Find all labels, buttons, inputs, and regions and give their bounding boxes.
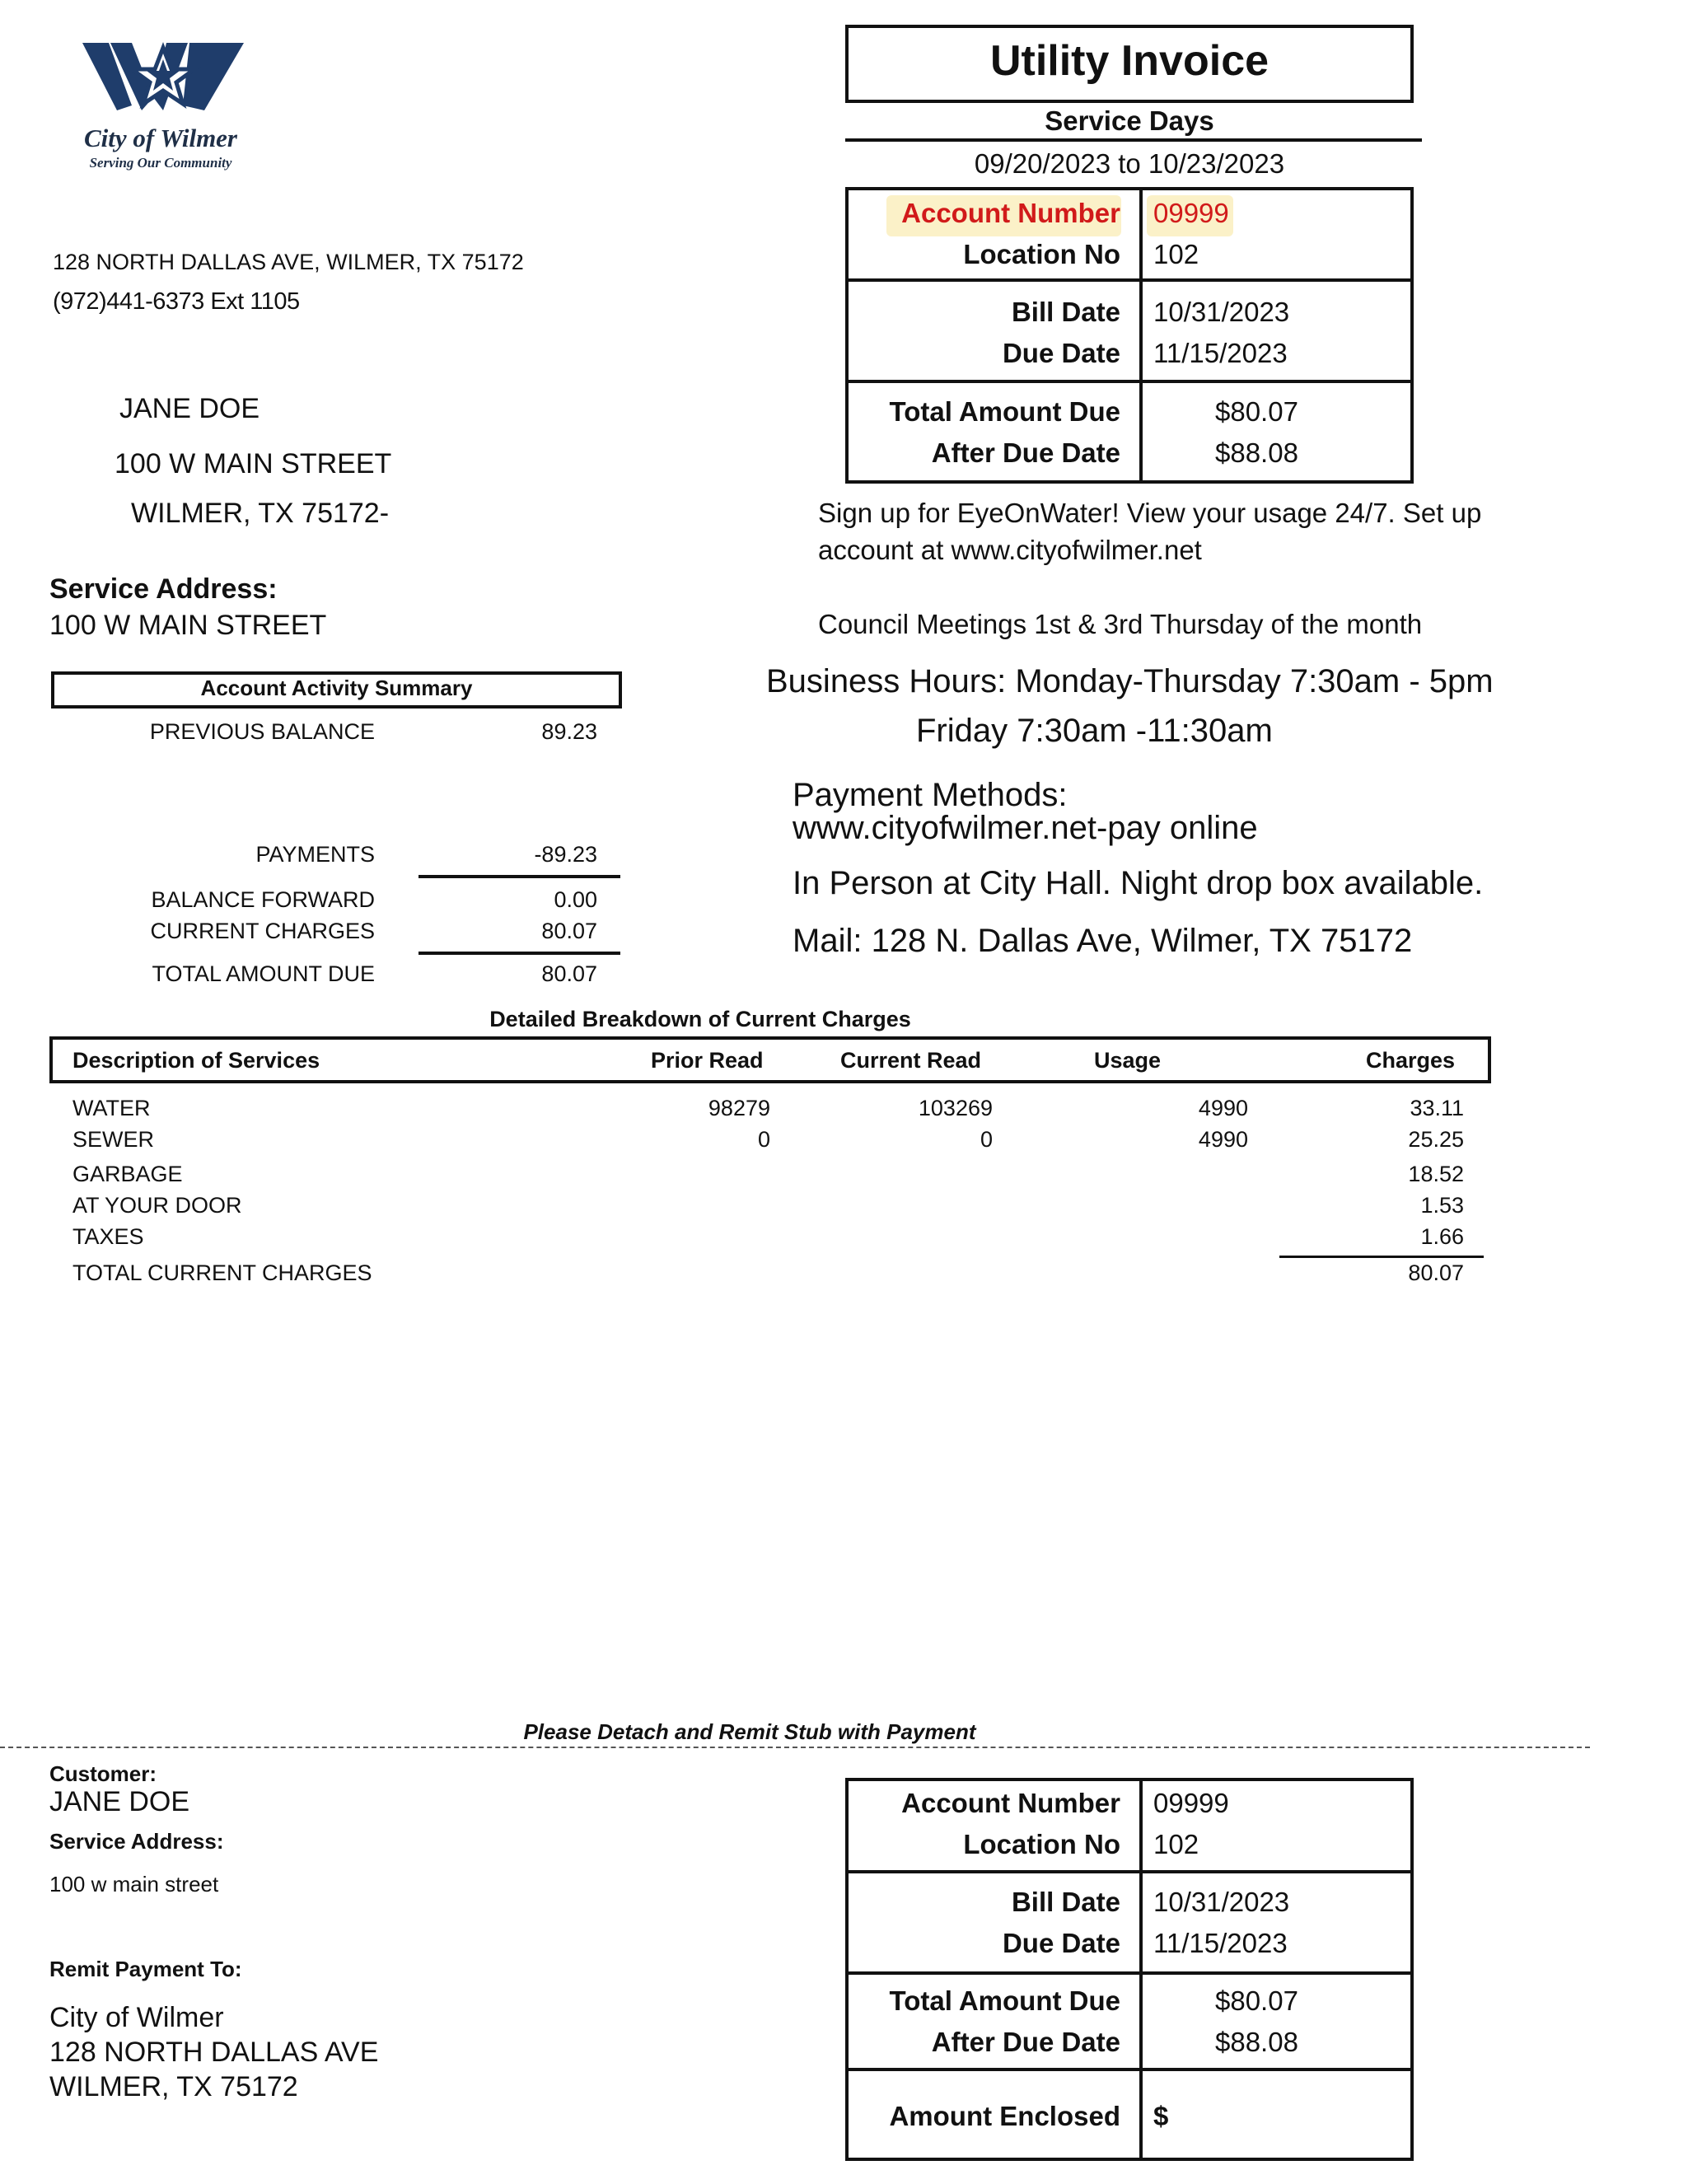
col-prior-read: Prior Read	[651, 1048, 764, 1073]
payment-methods-mail: Mail: 128 N. Dallas Ave, Wilmer, TX 75172	[793, 923, 1413, 959]
stub-total-due-label: Total Amount Due	[889, 1985, 1120, 2016]
due-date-label: Due Date	[1002, 338, 1120, 368]
breakdown-total-label: TOTAL CURRENT CHARGES	[72, 1260, 372, 1285]
divider	[418, 875, 620, 878]
divider	[1139, 1778, 1143, 2161]
current-charges: 80.07	[541, 919, 597, 943]
logo-tagline: Serving Our Community	[89, 155, 232, 171]
amount-enclosed-label: Amount Enclosed	[889, 2101, 1120, 2131]
after-due-label: After Due Date	[931, 437, 1120, 468]
city-phone: (972)441-6373 Ext 1105	[53, 288, 300, 315]
customer-city: WILMER, TX 75172-	[131, 498, 390, 529]
row-usage: 4990	[1198, 1096, 1248, 1120]
divider	[845, 138, 1422, 142]
stub-due-date-label: Due Date	[1002, 1928, 1120, 1958]
breakdown-title: Detailed Breakdown of Current Charges	[489, 1007, 911, 1031]
divider	[845, 1870, 1414, 1873]
row-charges: 1.53	[1420, 1193, 1464, 1218]
row-usage: 4990	[1198, 1127, 1248, 1152]
row-prior-read: 98279	[708, 1096, 770, 1120]
divider	[845, 278, 1414, 282]
col-charges: Charges	[1366, 1048, 1456, 1073]
remit-city: WILMER, TX 75172	[49, 2071, 298, 2102]
city-logo-icon	[81, 40, 245, 115]
balance-forward: 0.00	[554, 887, 597, 912]
row-description: SEWER	[72, 1127, 155, 1152]
divider	[1139, 187, 1143, 484]
total-due: $80.07	[1215, 396, 1298, 427]
service-days-label: Service Days	[1045, 105, 1214, 136]
business-hours-line1: Business Hours: Monday-Thursday 7:30am - 5pm	[766, 663, 1494, 699]
service-days-range: 09/20/2023 to 10/23/2023	[974, 148, 1285, 179]
council-meetings-notice: Council Meetings 1st & 3rd Thursday of the month	[818, 609, 1423, 639]
payments-label: PAYMENTS	[255, 842, 375, 867]
stub-total-due: $80.07	[1215, 1985, 1298, 2016]
row-description: WATER	[72, 1096, 151, 1120]
detach-line	[0, 1747, 1590, 1748]
city-address: 128 NORTH DALLAS AVE, WILMER, TX 75172	[53, 250, 524, 274]
row-current-read: 0	[980, 1127, 993, 1152]
activity-summary-title: Account Activity Summary	[200, 676, 473, 700]
detach-instruction: Please Detach and Remit Stub with Payment	[523, 1719, 976, 1744]
row-charges: 25.25	[1408, 1127, 1464, 1152]
col-description: Description of Services	[72, 1048, 320, 1073]
col-current-read: Current Read	[840, 1048, 982, 1073]
divider	[845, 2068, 1414, 2071]
activity-total-label: TOTAL AMOUNT DUE	[152, 961, 375, 986]
remit-street: 128 NORTH DALLAS AVE	[49, 2037, 379, 2068]
customer-street: 100 W MAIN STREET	[115, 448, 392, 479]
stub-bill-date-label: Bill Date	[1011, 1887, 1120, 1917]
stub-customer-name: JANE DOE	[49, 1786, 190, 1817]
remit-to-label: Remit Payment To:	[49, 1957, 242, 1981]
total-due-label: Total Amount Due	[889, 396, 1120, 427]
row-charges: 18.52	[1408, 1162, 1464, 1186]
service-address-label: Service Address:	[49, 573, 278, 605]
stub-account-number: 09999	[1153, 1788, 1229, 1818]
row-prior-read: 0	[757, 1127, 770, 1152]
remit-name: City of Wilmer	[49, 2002, 224, 2033]
row-current-read: 103269	[918, 1096, 993, 1120]
payment-methods-online: www.cityofwilmer.net-pay online	[793, 810, 1258, 846]
stub-after-due: $88.08	[1215, 2027, 1298, 2057]
bill-date: 10/31/2023	[1153, 297, 1290, 327]
logo-city-name: City of Wilmer	[84, 124, 237, 152]
current-charges-label: CURRENT CHARGES	[150, 919, 375, 943]
account-number: 09999	[1153, 198, 1229, 228]
eyeonwater-notice-line2: account at www.cityofwilmer.net	[818, 535, 1202, 565]
balance-forward-label: BALANCE FORWARD	[151, 887, 375, 912]
bill-date-label: Bill Date	[1011, 297, 1120, 327]
previous-balance: 89.23	[541, 719, 597, 744]
row-description: AT YOUR DOOR	[72, 1193, 242, 1218]
stub-location-no-label: Location No	[963, 1829, 1120, 1859]
payment-methods-title: Payment Methods:	[793, 777, 1068, 813]
stub-service-address: 100 w main street	[49, 1872, 219, 1896]
stub-after-due-label: After Due Date	[931, 2027, 1120, 2057]
divider	[845, 380, 1414, 383]
row-charges: 1.66	[1420, 1224, 1464, 1249]
business-hours-line2: Friday 7:30am -11:30am	[916, 713, 1273, 749]
location-no: 102	[1153, 239, 1199, 269]
row-description: TAXES	[72, 1224, 144, 1249]
stub-account-number-label: Account Number	[901, 1788, 1120, 1818]
stub-location-no: 102	[1153, 1829, 1199, 1859]
amount-enclosed-field[interactable]: $	[1153, 2101, 1169, 2131]
location-no-label: Location No	[963, 239, 1120, 269]
stub-bill-date: 10/31/2023	[1153, 1887, 1290, 1917]
activity-total: 80.07	[541, 961, 597, 986]
due-date: 11/15/2023	[1153, 338, 1288, 368]
service-address: 100 W MAIN STREET	[49, 610, 327, 641]
eyeonwater-notice-line1: Sign up for EyeOnWater! View your usage 24/7. Set up	[818, 498, 1482, 528]
stub-customer-label: Customer:	[49, 1761, 157, 1786]
divider	[1279, 1256, 1484, 1258]
row-charges: 33.11	[1410, 1096, 1464, 1120]
breakdown-total: 80.07	[1408, 1260, 1464, 1285]
payments: -89.23	[534, 842, 597, 867]
stub-service-address-label: Service Address:	[49, 1829, 224, 1854]
stub-due-date: 11/15/2023	[1153, 1928, 1288, 1958]
divider	[418, 952, 620, 955]
col-usage: Usage	[1094, 1048, 1162, 1073]
account-number-label: Account Number	[901, 198, 1120, 228]
invoice-title: Utility Invoice	[989, 37, 1270, 85]
after-due: $88.08	[1215, 437, 1298, 468]
row-description: GARBAGE	[72, 1162, 183, 1186]
divider	[845, 1971, 1414, 1975]
payment-methods-in-person: In Person at City Hall. Night drop box available.	[793, 865, 1484, 901]
customer-name: JANE DOE	[119, 393, 260, 424]
previous-balance-label: PREVIOUS BALANCE	[149, 719, 375, 744]
